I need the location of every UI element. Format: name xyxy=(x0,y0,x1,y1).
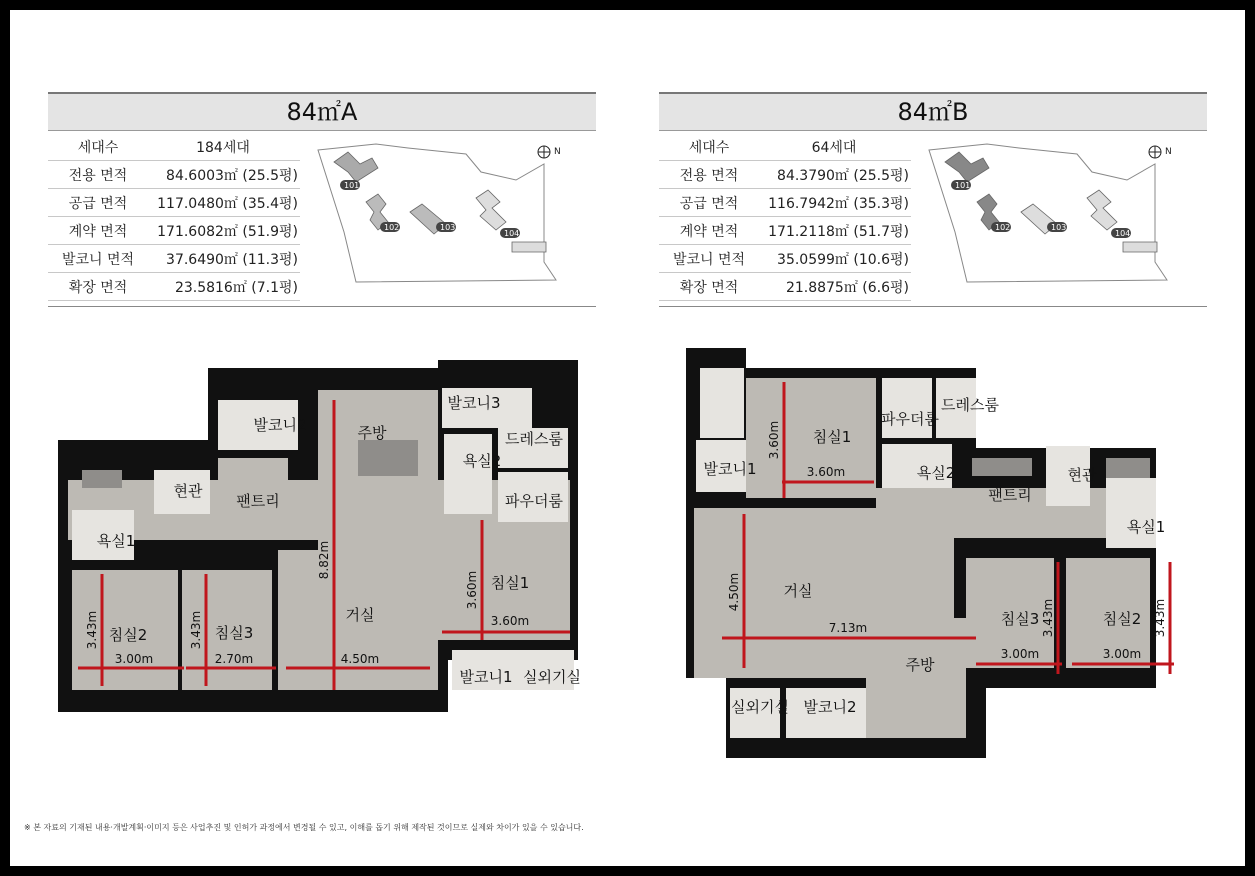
spec-row xyxy=(659,217,911,245)
spec-label: 확장 면적 xyxy=(659,273,759,301)
unit-card-84a xyxy=(48,92,596,301)
spec-label: 계약 면적 xyxy=(48,217,148,245)
room-label: 실외기실 xyxy=(731,698,789,716)
compass-label: N xyxy=(1165,147,1172,157)
dimension-label: 3.43m xyxy=(189,610,203,650)
dimension-label: 3.00m xyxy=(1000,647,1040,661)
spec-row xyxy=(48,217,300,245)
room-label: 발코니1 xyxy=(459,668,513,686)
room-label: 욕실2 xyxy=(462,452,502,470)
floor-plan-84b xyxy=(686,348,1186,758)
room-label: 파우더룸 xyxy=(505,492,563,510)
spec-row xyxy=(659,133,911,161)
room-label: 파우더룸 xyxy=(881,410,939,428)
unit-card-84b xyxy=(659,92,1207,301)
site-label: 103 xyxy=(1051,223,1067,232)
dimension-label: 3.60m xyxy=(806,465,846,479)
spec-row xyxy=(48,245,300,273)
room-label: 침실1 xyxy=(490,574,530,592)
spec-value: 37.6490㎡ (11.3평) xyxy=(148,245,300,273)
spec-row xyxy=(48,189,300,217)
spec-label: 공급 면적 xyxy=(48,189,148,217)
dimension-label: 3.43m xyxy=(1041,598,1055,638)
unit-title: 84㎡A xyxy=(48,92,596,131)
room-label: 발코니2 xyxy=(803,698,857,716)
room-label: 침실3 xyxy=(1000,610,1040,628)
dimension-label: 2.70m xyxy=(214,652,254,666)
site-label: 104 xyxy=(1115,229,1131,238)
room-label: 거실 xyxy=(345,606,375,624)
dimension-label: 4.50m xyxy=(340,652,380,666)
room-label: 침실2 xyxy=(108,626,148,644)
dimension-label: 4.50m xyxy=(727,572,741,612)
room-label: 발코니3 xyxy=(447,394,501,412)
dimension-label: 3.60m xyxy=(767,420,781,460)
site-label: 103 xyxy=(440,223,456,232)
room-label: 침실3 xyxy=(214,624,254,642)
site-label: 101 xyxy=(344,181,360,190)
spec-value: 184세대 xyxy=(148,133,300,161)
spec-row xyxy=(659,273,911,301)
spec-label: 세대수 xyxy=(659,133,759,161)
room-label: 팬트리 xyxy=(236,492,280,510)
spec-value: 23.5816㎡ (7.1평) xyxy=(148,273,300,301)
spec-label: 세대수 xyxy=(48,133,148,161)
room-label: 주방 xyxy=(357,424,387,442)
spec-value: 84.6003㎡ (25.5평) xyxy=(148,161,300,189)
spec-row xyxy=(659,189,911,217)
room-label: 발코니2 xyxy=(253,416,307,434)
site-label: 101 xyxy=(955,181,971,190)
spec-value: 64세대 xyxy=(759,133,911,161)
spec-value: 171.2118㎡ (51.7평) xyxy=(759,217,911,245)
spec-label: 공급 면적 xyxy=(659,189,759,217)
dimension-label: 3.60m xyxy=(465,570,479,610)
room-label: 침실2 xyxy=(1102,610,1142,628)
spec-value: 35.0599㎡ (10.6평) xyxy=(759,245,911,273)
spec-label: 전용 면적 xyxy=(659,161,759,189)
site-plan-map xyxy=(927,142,1177,292)
room-label: 실외기실 xyxy=(523,668,581,686)
site-plan-map xyxy=(316,142,566,292)
room-label: 현관 xyxy=(173,482,203,500)
spec-row xyxy=(659,161,911,189)
room-label: 발코니1 xyxy=(703,460,757,478)
spec-row xyxy=(659,245,911,273)
dimension-label: 3.00m xyxy=(114,652,154,666)
room-label: 거실 xyxy=(783,582,813,600)
unit-title: 84㎡B xyxy=(659,92,1207,131)
spec-value: 116.7942㎡ (35.3평) xyxy=(759,189,911,217)
spec-value: 84.3790㎡ (25.5평) xyxy=(759,161,911,189)
room-label: 현관 xyxy=(1067,466,1097,484)
brochure-page xyxy=(10,10,1245,866)
dimension-label: 7.13m xyxy=(828,621,868,635)
spec-row xyxy=(48,273,300,301)
floor-plan-84a xyxy=(58,360,590,712)
room-label: 욕실1 xyxy=(1126,518,1166,536)
room-label: 욕실1 xyxy=(96,532,136,550)
dimension-label: 3.43m xyxy=(1153,598,1167,638)
room-label: 드레스룸 xyxy=(505,430,563,448)
spec-value: 171.6082㎡ (51.9평) xyxy=(148,217,300,245)
room-label: 침실1 xyxy=(812,428,852,446)
spec-table xyxy=(48,133,300,301)
dimension-label: 3.43m xyxy=(85,610,99,650)
divider xyxy=(659,306,1207,307)
spec-label: 전용 면적 xyxy=(48,161,148,189)
dimension-label: 3.00m xyxy=(1102,647,1142,661)
dimension-label: 8.82m xyxy=(317,540,331,580)
spec-label: 계약 면적 xyxy=(659,217,759,245)
divider xyxy=(48,306,596,307)
site-label: 102 xyxy=(384,223,400,232)
site-label: 102 xyxy=(995,223,1011,232)
dimension-label: 3.60m xyxy=(490,614,530,628)
spec-value: 117.0480㎡ (35.4평) xyxy=(148,189,300,217)
spec-row xyxy=(48,161,300,189)
compass-label: N xyxy=(554,147,561,157)
spec-label: 발코니 면적 xyxy=(48,245,148,273)
room-label: 욕실2 xyxy=(916,464,956,482)
spec-value: 21.8875㎡ (6.6평) xyxy=(759,273,911,301)
room-label: 주방 xyxy=(905,656,935,674)
room-label: 팬트리 xyxy=(988,486,1032,504)
site-label: 104 xyxy=(504,229,520,238)
spec-label: 확장 면적 xyxy=(48,273,148,301)
spec-label: 발코니 면적 xyxy=(659,245,759,273)
spec-table xyxy=(659,133,911,301)
room-label: 드레스룸 xyxy=(941,396,999,414)
spec-row xyxy=(48,133,300,161)
disclaimer-footnote: ※ 본 자료의 기재된 내용·개발계획·이미지 등은 사업추진 및 인허가 과정에서 변경될 수 있고, 이해를 돕기 위해 제작된 것이므로 실제와 차이가 있을 수 있습니다. xyxy=(24,823,584,832)
